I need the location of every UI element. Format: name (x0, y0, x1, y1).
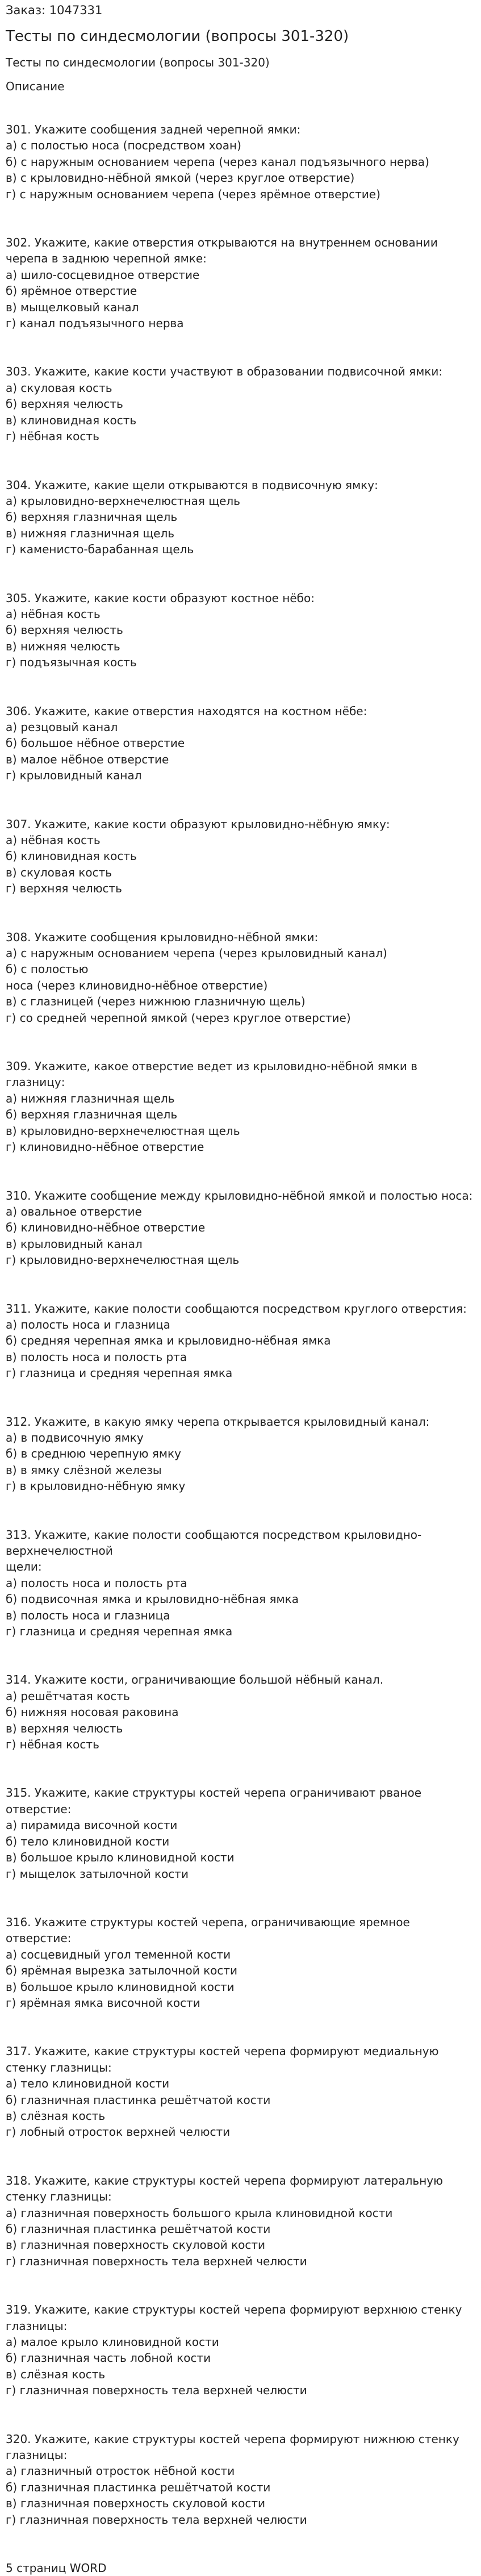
answer-option: в) скуловая кость (6, 865, 112, 879)
answer-option: б) верхняя глазничная щель (6, 510, 178, 524)
answer-option: б) глазничная часть лобной кости (6, 2351, 211, 2365)
answer-option: в) с глазницей (через нижнюю глазничную щель) (6, 995, 306, 1009)
answer-option: в) верхняя челюсть (6, 1721, 123, 1735)
question-item (6, 1914, 475, 2011)
question-item (6, 364, 475, 444)
question-item (6, 816, 475, 897)
answer-option: г) глазничная поверхность тела верхней челюсти (6, 2512, 307, 2527)
question-item (6, 929, 475, 1026)
answer-option: г) мыщелок затылочной кости (6, 1867, 189, 1881)
answer-option: щели: (6, 1560, 42, 1574)
answer-option: б) с наружным основанием черепа (через канал подъязычного нерва) (6, 155, 429, 169)
answer-option: а) с наружным основанием черепа (через крыловидный канал) (6, 946, 387, 961)
answer-option: а) шило-сосцевидное отверстие (6, 268, 200, 282)
answer-option: в) нижняя глазничная щель (6, 526, 175, 540)
answer-option: г) глазница и средняя черепная ямка (6, 1625, 233, 1639)
answer-option: б) подвисочная ямка и крыловидно-нёбная ямка (6, 1592, 299, 1606)
answer-option: б) верхняя челюсть (6, 397, 123, 411)
question-text: 313. Укажите, какие полости сообщаются посредством крыловидно-верхнечелюстной (6, 1527, 422, 1558)
answer-option: г) нёбная кость (6, 429, 99, 444)
answer-option: в) клиновидная кость (6, 413, 137, 427)
question-item (6, 477, 475, 558)
answer-option: а) решётчатая кость (6, 1689, 130, 1703)
question-text: 311. Укажите, какие полости сообщаются посредством круглого отверстия: (6, 1301, 467, 1316)
answer-option: а) скуловая кость (6, 381, 112, 395)
question-item (6, 590, 475, 671)
answer-option: а) овальное отверстие (6, 1204, 142, 1218)
answer-option: в) полость носа и глазница (6, 1608, 170, 1622)
page-count: 5 страниц WORD (6, 2561, 107, 2575)
question-text: 309. Укажите, какое отверстие ведет из крыловидно-нёбной ямки в глазницу: (6, 1059, 418, 1089)
answer-option: г) с наружным основанием черепа (через ярёмное отверстие) (6, 187, 380, 201)
question-item (6, 1785, 475, 1881)
question-text: 315. Укажите, какие структуры костей черепа ограничивают рваное отверстие: (6, 1786, 422, 1816)
question-item (6, 1058, 475, 1155)
question-text: 318. Укажите, какие структуры костей черепа формируют латеральную стенку глазницы: (6, 2173, 443, 2204)
answer-option: г) каменисто-барабанная щель (6, 542, 194, 557)
question-list (6, 122, 475, 2528)
answer-option: а) полость носа и глазница (6, 1317, 170, 1331)
question-text: 316. Укажите структуры костей черепа, ограничивающие яремное отверстие: (6, 1915, 410, 1945)
answer-option: г) крыловидный канал (6, 769, 142, 783)
question-text: 303. Укажите, какие кости участвуют в образовании подвисочной ямки: (6, 365, 443, 379)
answer-option: г) ярёмная ямка височной кости (6, 1995, 200, 2010)
answer-option: г) глазничная поверхность тела верхней челюсти (6, 2254, 307, 2268)
answer-option: в) мыщелковый канал (6, 300, 139, 314)
answer-option: в) слёзная кость (6, 2367, 106, 2381)
answer-option: б) в среднюю черепную ямку (6, 1447, 181, 1461)
answer-option: в) нижняя челюсть (6, 639, 120, 653)
question-item (6, 1414, 475, 1494)
answer-option: б) клиновидно-нёбное отверстие (6, 1221, 206, 1235)
question-text: 319. Укажите, какие структуры костей черепа формируют верхнюю стенку глазницы: (6, 2303, 462, 2333)
answer-option: в) большое крыло клиновидной кости (6, 1980, 235, 1994)
answer-option: г) клиновидно-нёбное отверстие (6, 1140, 204, 1154)
answer-option: носа (через клиновидно-нёбное отверстие) (6, 978, 268, 992)
order-number: Заказ: 1047331 (6, 3, 103, 17)
answer-option: б) нижняя носовая раковина (6, 1705, 179, 1719)
answer-option: б) верхняя глазничная щель (6, 1108, 178, 1122)
answer-option: г) глазничная поверхность тела верхней челюсти (6, 2383, 307, 2398)
question-text: 320. Укажите, какие структуры костей черепа формируют нижнюю стенку глазницы: (6, 2432, 459, 2462)
answer-option: а) крыловидно-верхнечелюстная щель (6, 494, 240, 508)
question-text: 301. Укажите сообщения задней черепной ямки: (6, 123, 301, 136)
answer-option: б) с полостью (6, 962, 89, 976)
answer-option: б) глазничная пластинка решётчатой кости (6, 2480, 271, 2494)
answer-option: в) глазничная поверхность скуловой кости (6, 2496, 266, 2511)
question-item (6, 1301, 475, 1381)
question-item (6, 703, 475, 784)
answer-option: б) тело клиновидной кости (6, 1834, 170, 1848)
document-subtitle: Тесты по синдесмологии (вопросы 301-320) (6, 56, 270, 69)
question-text: 306. Укажите, какие отверстия находятся на костном нёбе: (6, 704, 367, 718)
answer-option: г) со средней черепной ямкой (через круглое отверстие) (6, 1011, 351, 1025)
question-item (6, 1188, 475, 1268)
answer-option: г) верхняя челюсть (6, 882, 122, 896)
answer-option: б) глазничная пластинка решётчатой кости (6, 2222, 271, 2236)
question-text: 304. Укажите, какие щели открываются в подвисочную ямку: (6, 478, 378, 492)
question-item (6, 2043, 475, 2140)
answer-option: г) подъязычная кость (6, 656, 137, 670)
question-item (6, 1527, 475, 1640)
answer-option: в) малое нёбное отверстие (6, 752, 169, 766)
answer-option: в) большое крыло клиновидной кости (6, 1851, 235, 1865)
question-text: 310. Укажите сообщение между крыловидно-нёбной ямкой и полостью носа: (6, 1188, 473, 1203)
question-text: 317. Укажите, какие структуры костей черепа формируют медиальную стенку глазницы: (6, 2044, 439, 2074)
question-text: 305. Укажите, какие кости образуют костное нёбо: (6, 591, 315, 605)
answer-option: в) крыловидный канал (6, 1237, 143, 1251)
question-item (6, 122, 475, 202)
answer-option: а) глазничная поверхность большого крыла клиновидной кости (6, 2206, 393, 2220)
question-item (6, 2431, 475, 2528)
question-item (6, 2173, 475, 2269)
answer-option: а) нижняя глазничная щель (6, 1091, 175, 1105)
answer-option: а) в подвисочную ямку (6, 1430, 144, 1444)
question-text: 302. Укажите, какие отверстия открываются на внутреннем основании черепа в заднюю черепной ямке: (6, 236, 438, 266)
answer-option: б) большое нёбное отверстие (6, 736, 185, 750)
answer-option: г) в крыловидно-нёбную ямку (6, 1479, 186, 1493)
question-text: 314. Укажите кости, ограничивающие большой нёбный канал. (6, 1673, 384, 1687)
answer-option: г) канал подъязычного нерва (6, 316, 184, 331)
answer-option: б) глазничная пластинка решётчатой кости (6, 2093, 271, 2107)
question-item (6, 2302, 475, 2398)
answer-option: а) тело клиновидной кости (6, 2077, 170, 2091)
answer-option: б) верхняя челюсть (6, 623, 123, 637)
question-text: 307. Укажите, какие кости образуют крыловидно-нёбную ямку: (6, 817, 390, 831)
answer-option: в) крыловидно-верхнечелюстная щель (6, 1124, 240, 1138)
question-item (6, 1672, 475, 1752)
answer-option: в) слёзная кость (6, 2109, 106, 2123)
answer-option: в) с крыловидно-нёбной ямкой (через круглое отверстие) (6, 171, 355, 185)
answer-option: а) нёбная кость (6, 607, 101, 621)
answer-option: а) нёбная кость (6, 833, 101, 847)
question-text: 312. Укажите, в какую ямку черепа открывается крыловидный канал: (6, 1414, 430, 1429)
answer-option: г) лобный отросток верхней челюсти (6, 2125, 231, 2139)
answer-option: б) средняя черепная ямка и крыловидно-нёбная ямка (6, 1334, 331, 1348)
answer-option: б) клиновидная кость (6, 849, 137, 863)
answer-option: а) сосцевидный угол теменной кости (6, 1947, 231, 1961)
page-title: Тесты по синдесмологии (вопросы 301-320) (6, 28, 349, 45)
answer-option: а) пирамида височной кости (6, 1818, 178, 1832)
question-item (6, 235, 475, 331)
spacer (6, 94, 475, 122)
answer-option: в) в ямку слёзной железы (6, 1463, 162, 1477)
answer-option: г) глазница и средняя черепная ямка (6, 1366, 233, 1380)
answer-option: г) крыловидно-верхнечелюстная щель (6, 1253, 240, 1267)
answer-option: в) полость носа и полость рта (6, 1350, 187, 1364)
question-text: 308. Укажите сообщения крыловидно-нёбной ямки: (6, 930, 319, 944)
answer-option: а) полость носа и полость рта (6, 1576, 187, 1590)
answer-option: а) с полостью носа (посредством хоан) (6, 139, 241, 153)
answer-option: б) ярёмная вырезка затылочной кости (6, 1964, 238, 1978)
answer-option: г) нёбная кость (6, 1738, 99, 1752)
description-label: Описание (6, 80, 65, 93)
answer-option: а) малое крыло клиновидной кости (6, 2335, 219, 2349)
answer-option: в) глазничная поверхность скуловой кости (6, 2238, 266, 2252)
answer-option: а) глазничный отросток нёбной кости (6, 2464, 235, 2478)
answer-option: а) резцовый канал (6, 720, 118, 734)
answer-option: б) ярёмное отверстие (6, 284, 137, 298)
